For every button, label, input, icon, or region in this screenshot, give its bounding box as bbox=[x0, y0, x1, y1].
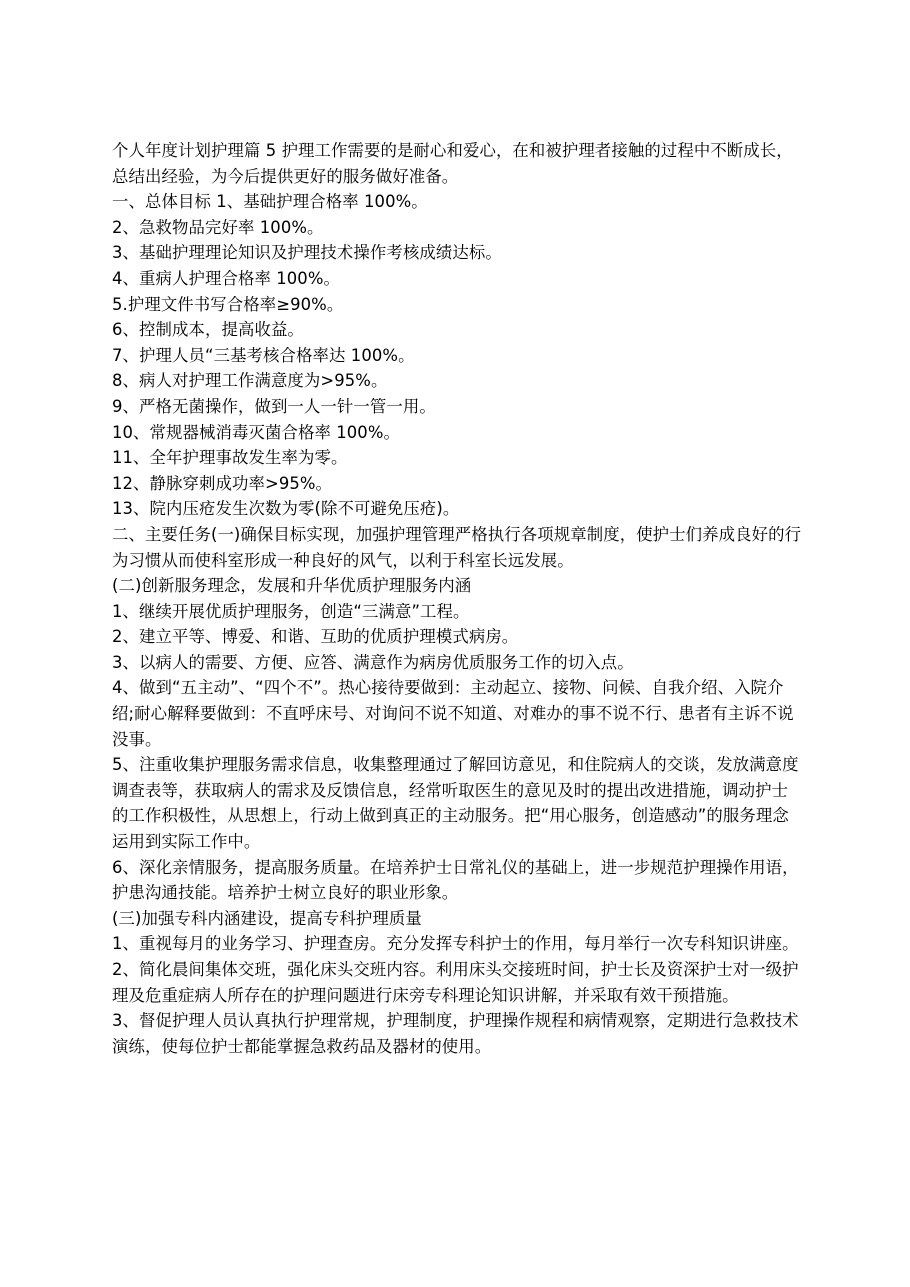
paragraph: 3、以病人的需要、方便、应答、满意作为病房优质服务工作的切入点。 bbox=[112, 652, 634, 672]
paragraph: 8、病人对护理工作满意度为>95%。 bbox=[112, 371, 388, 391]
paragraph: 11、全年护理事故发生率为零。 bbox=[112, 448, 348, 468]
paragraph: 6、控制成本，提高收益。 bbox=[112, 320, 304, 340]
paragraph: 1、重视每月的业务学习、护理查房。充分发挥专科护士的作用，每月举行一次专科知识讲座。 bbox=[112, 934, 799, 954]
paragraph: (三)加强专科内涵建设，提高专科护理质量 bbox=[112, 908, 422, 928]
paragraph: 13、院内压疮发生次数为零(除不可避免压疮)。 bbox=[112, 499, 460, 519]
paragraph: 一、总体目标 1、基础护理合格率 100%。 bbox=[112, 192, 428, 212]
paragraph: 4、重病人护理合格率 100%。 bbox=[112, 268, 341, 288]
paragraph: 2、简化晨间集体交班，强化床头交班内容。利用床头交接班时间，护士长及资深护士对一级护理及危重症病人所存在的护理问题进行床旁专科理论知识讲解，并采取有效干预措施。 bbox=[112, 960, 799, 1005]
paragraph: 2、急救物品完好率 100%。 bbox=[112, 217, 324, 237]
paragraph: 3、基础护理理论知识及护理技术操作考核成绩达标。 bbox=[112, 243, 502, 263]
paragraph: 1、继续开展优质护理服务，创造“三满意”工程。 bbox=[112, 601, 470, 621]
paragraph: 4、做到“五主动”、“四个不”。热心接待要做到：主动起立、接物、问候、自我介绍、入院介绍;耐心解释要做到：不直呼床号、对询问不说不知道、对难办的事不说不行、患者有主诉不说没事。 bbox=[112, 678, 794, 749]
paragraph: 7、护理人员“三基考核合格率达 100%。 bbox=[112, 345, 415, 365]
paragraph: (二)创新服务理念，发展和升华优质护理服务内涵 bbox=[112, 576, 472, 596]
paragraph: 12、静脉穿刺成功率>95%。 bbox=[112, 473, 333, 493]
paragraph: 个人年度计划护理篇 5 护理工作需要的是耐心和爱心，在和被护理者接触的过程中不断成长，总结出经验，为今后提供更好的服务做好准备。 bbox=[112, 141, 793, 186]
paragraph: 9、严格无菌操作，做到一人一针一管一用。 bbox=[112, 396, 436, 416]
paragraph: 5、注重收集护理服务需求信息，收集整理通过了解回访意见，和住院病人的交谈，发放满意度调查表等，获取病人的需求及反馈信息，经常听取医生的意见及时的提出改进措施，调动护士的工作积极性，从思想上，行动上做到真正的主动服务。把“用心服务，创造感动”的服务理念运用到实际工作中。 bbox=[112, 755, 799, 852]
paragraph: 2、建立平等、博爱、和谐、互助的优质护理模式病房。 bbox=[112, 627, 519, 647]
paragraph: 3、督促护理人员认真执行护理常规，护理制度，护理操作规程和病情观察，定期进行急救技术演练，使每位护士都能掌握急救药品及器材的使用。 bbox=[112, 1011, 799, 1056]
paragraph: 6、深化亲情服务，提高服务质量。在培养护士日常礼仪的基础上，进一步规范护理操作用语，护患沟通技能。培养护士树立良好的职业形象。 bbox=[112, 857, 799, 903]
paragraph: 10、常规器械消毒灭菌合格率 100%。 bbox=[112, 422, 401, 442]
paragraph: 5.护理文件书写合格率≥90%。 bbox=[112, 294, 344, 314]
paragraph: 二、主要任务(一)确保目标实现，加强护理管理严格执行各项规章制度，使护士们养成良好的行为习惯从而使科室形成一种良好的风气，以利于科室长远发展。 bbox=[112, 524, 802, 570]
document-body bbox=[112, 138, 802, 1059]
